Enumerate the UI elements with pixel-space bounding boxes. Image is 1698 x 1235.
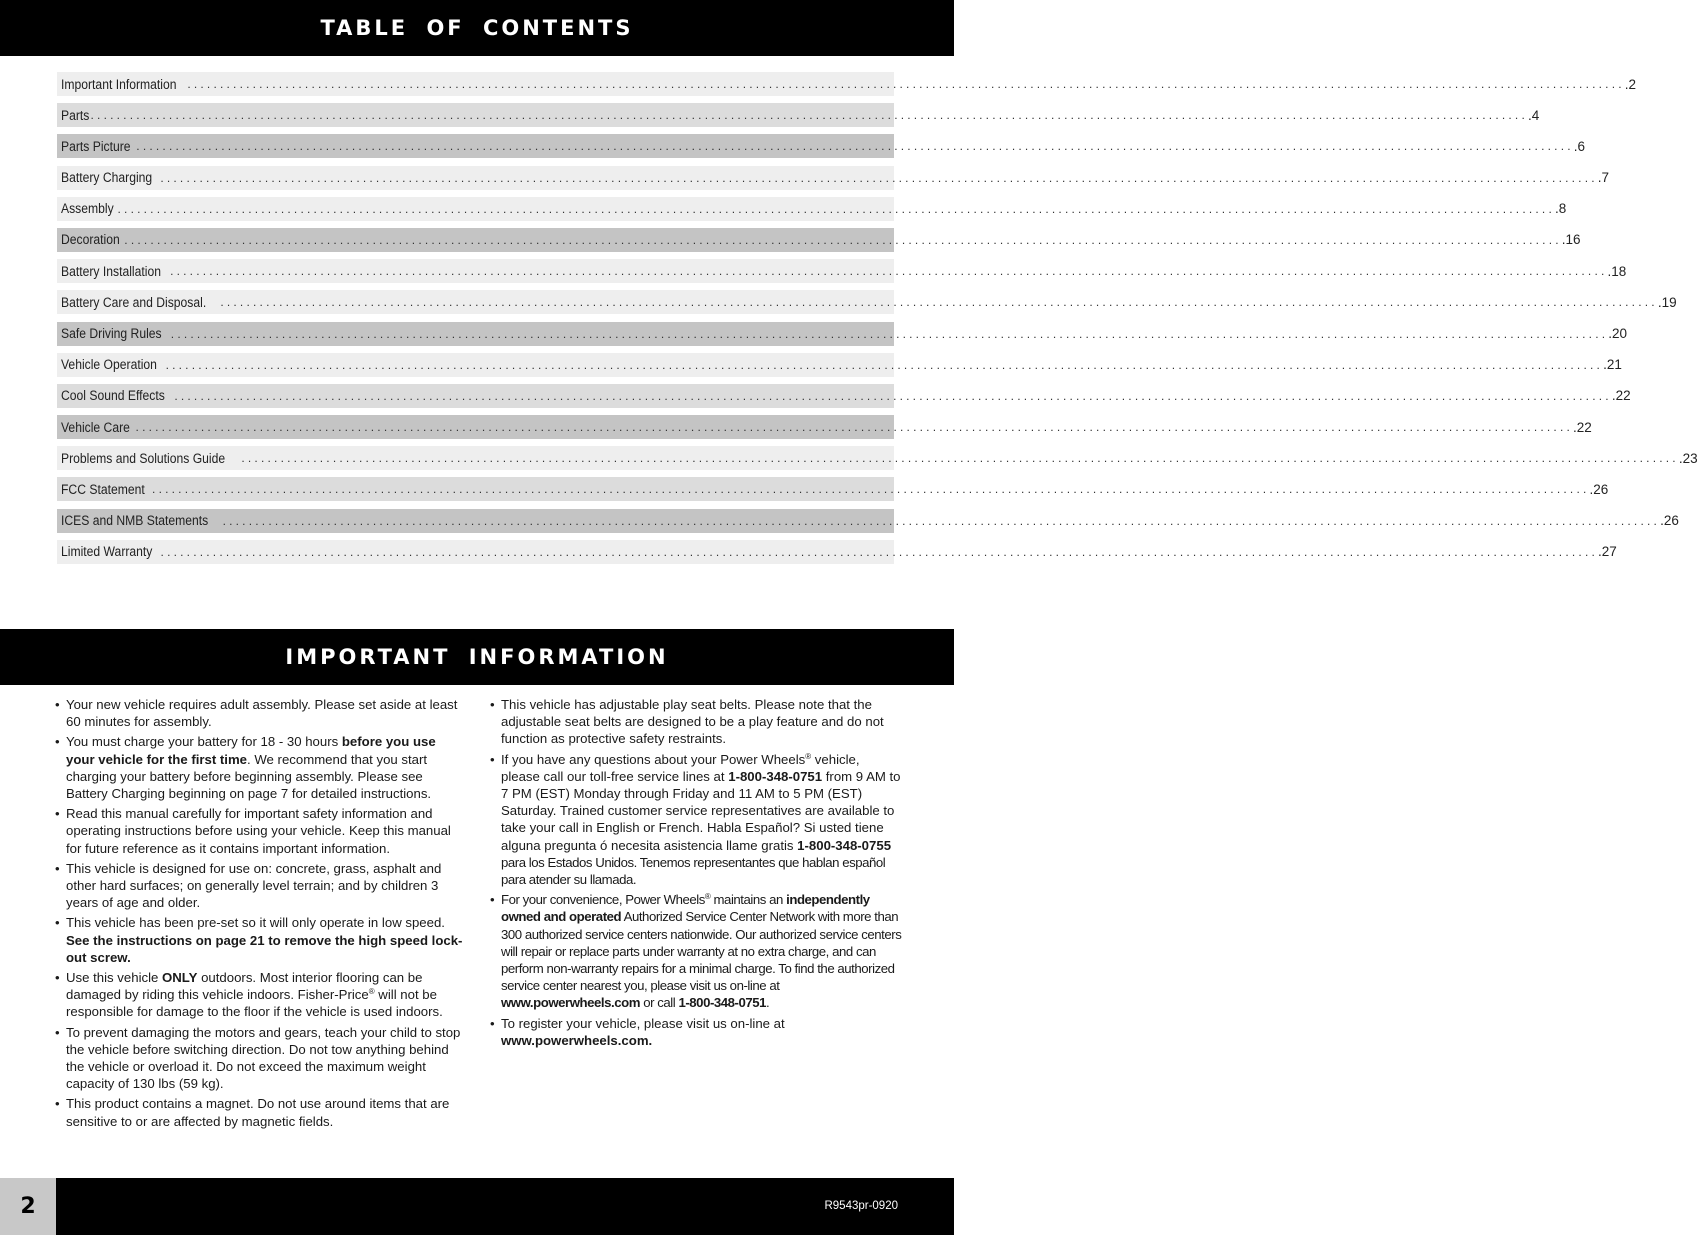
bullet-text: This vehicle is designed for use on: concrete, grass, asphalt and other hard surfaces; on generally level terrain; and by children 3 years of age and older.: [66, 860, 442, 911]
toc-entry[interactable]: [57, 290, 1677, 314]
toc-entry-page: .2: [1624, 76, 1637, 92]
toc-dot-leader: ............................................................................................................................................................................................................................: [152, 482, 1590, 497]
toc-entry-page: .16: [1561, 232, 1581, 248]
toc-entry-page: .26: [1589, 481, 1609, 497]
toc-entry-title: Battery Care and Disposal.: [61, 294, 207, 310]
info-bullet: [55, 1024, 467, 1093]
toc-dot-leader: ............................................................................................................................................................................................................................: [124, 232, 1562, 247]
registered-mark: ®: [805, 751, 812, 761]
toc-dot-leader: ............................................................................................................................................................................................................................: [187, 77, 1625, 91]
info-bullet: [490, 751, 902, 889]
toc-entry-title: ICES and NMB Statements: [61, 513, 209, 529]
bullet-text: .: [766, 995, 770, 1011]
toc-entry-page: .22: [1611, 388, 1631, 404]
toc-entry-page: .20: [1608, 326, 1628, 341]
toc-entry[interactable]: [57, 166, 1610, 190]
bullet-emphasis: before you use your vehicle for the first time: [66, 734, 436, 767]
toc-dot-leader: ............................................................................................................................................................................................................................: [222, 513, 1661, 528]
toc-entry-title: Battery Installation: [61, 263, 161, 279]
document-code: R9543pr-0920: [824, 1200, 898, 1212]
toc-dot-leader: ............................................................................................................................................................................................................................: [160, 544, 1599, 559]
bullet-text: Authorized Service Center Network with more than 300 authorized service centers nationwide. Our authorized service centers will repair or replace parts under warranty at no extra charge, and can perform non-warranty repairs for a minimal charge. To find the authorized service center nearest you, please visit us on-line at: [501, 909, 902, 994]
bullet-emphasis: independently owned and operated: [501, 892, 870, 925]
bullet-text: maintains an: [710, 892, 787, 908]
bullet-text: If you have any questions about your Power Wheels: [501, 751, 806, 767]
info-bullet: [490, 1015, 902, 1049]
toc-entry-page: .21: [1603, 357, 1622, 373]
info-bullet: [490, 696, 902, 748]
toc-entry[interactable]: [57, 446, 1698, 470]
info-bullet: [55, 969, 467, 1021]
bullet-text: For your convenience, Power Wheels: [501, 892, 705, 908]
info-bullet: [490, 891, 902, 1011]
footer-bar: [56, 1178, 954, 1235]
website-link[interactable]: www.powerwheels.com: [501, 995, 640, 1011]
toc-dot-leader: ............................................................................................................................................................................................................................: [136, 139, 1574, 154]
toc-entry-title: FCC Statement: [61, 481, 145, 497]
toc-entry[interactable]: [57, 384, 1631, 408]
toc-entry-title: Decoration: [61, 232, 120, 248]
toc-entry-title: Parts: [61, 107, 90, 123]
website-link[interactable]: www.powerwheels.com.: [501, 1032, 653, 1048]
info-bullet: [55, 733, 467, 802]
page-number: 2: [20, 1194, 36, 1219]
phone-number: 1-800-348-0755: [797, 837, 892, 853]
bullet-text: will not be responsible for damage to the floor if the vehicle is used indoors.: [66, 987, 443, 1020]
toc-dot-leader: ............................................................................................................................................................................................................................: [160, 170, 1598, 185]
toc-entry[interactable]: [57, 134, 1586, 158]
bullet-emphasis: See the instructions on page 21 to remove the high speed lock-out screw.: [66, 932, 463, 965]
toc-dot-leader: ............................................................................................................................................................................................................................: [135, 420, 1574, 435]
toc-entry-title: Battery Charging: [61, 170, 153, 186]
toc-entry[interactable]: [57, 540, 1617, 564]
toc-entry[interactable]: [57, 103, 1540, 127]
toc-entry-title: Cool Sound Effects: [61, 388, 165, 404]
toc-entry-title: Vehicle Operation: [61, 357, 157, 373]
toc-entry-title: Assembly: [61, 201, 114, 217]
important-info-right-column: [490, 696, 902, 1052]
info-bullet: [55, 914, 467, 966]
toc-entry-page: .7: [1597, 170, 1610, 186]
toc-dot-leader: ............................................................................................................................................................................................................................: [90, 108, 1528, 123]
info-bullet: [55, 860, 467, 912]
bullet-text: This vehicle has been pre-set so it will only operate in low speed.: [66, 915, 445, 931]
toc-entry-page: .26: [1660, 513, 1679, 529]
bullet-text: Use this vehicle: [66, 970, 163, 986]
bullet-text: Read this manual carefully for important safety information and operating instructions before using your vehicle. Keep this manual for future reference as it contains important information.: [66, 806, 451, 856]
toc-entry-page: .19: [1657, 294, 1677, 310]
bullet-text: You must charge your battery for 18 - 30 hours: [66, 734, 342, 750]
bullet-text: outdoors. Most interior flooring can be damaged by riding this vehicle indoors. Fisher-Price: [66, 970, 423, 1003]
toc-heading: TABLE OF CONTENTS: [320, 16, 634, 40]
bullet-text: para los Estados Unidos. Tenemos representantes que hablan español para atender su llamada.: [501, 854, 886, 888]
toc-entry[interactable]: [57, 415, 1592, 439]
important-info-heading: IMPORTANT INFORMATION: [285, 645, 669, 669]
toc-entry[interactable]: [57, 197, 1567, 221]
info-bullet: [55, 696, 467, 730]
toc-entry-page: .4: [1528, 107, 1540, 123]
toc-entry-page: .27: [1598, 544, 1617, 560]
bullet-text: or call: [640, 995, 679, 1011]
toc-entry[interactable]: [57, 72, 1637, 96]
bullet-text: Your new vehicle requires adult assembly. Please set aside at least 60 minutes for assembly.: [66, 697, 458, 730]
toc-entry[interactable]: [57, 322, 1628, 346]
bullet-text: To register your vehicle, please visit us on-line at: [501, 1015, 785, 1031]
info-bullet: [55, 1095, 467, 1129]
toc-entry-page: .8: [1555, 201, 1567, 217]
toc-entry-title: Important Information: [61, 76, 177, 92]
toc-entry-page: .18: [1607, 263, 1627, 279]
toc-entry[interactable]: [57, 353, 1622, 377]
registered-mark: ®: [704, 892, 711, 902]
phone-number: 1-800-348-0751: [728, 768, 823, 784]
bullet-text: This product contains a magnet. Do not use around items that are sensitive to or are affected by magnetic fields.: [66, 1096, 450, 1129]
toc-entry[interactable]: [57, 259, 1627, 283]
page-number-tab: [0, 1178, 56, 1235]
toc-dot-leader: ............................................................................................................................................................................................................................: [220, 295, 1658, 310]
toc-entry-title: Problems and Solutions Guide: [61, 450, 226, 466]
toc-banner: [0, 0, 954, 56]
bullet-text: To prevent damaging the motors and gears, teach your child to stop the vehicle before switching direction. Do not tow anything behind the vehicle or overload it. Do not exceed the maximum weight capacity of 130 lbs (59 kg).: [66, 1024, 461, 1092]
bullet-text: from 9 AM to 7 PM (EST) Monday through Friday and 11 AM to 5 PM (EST) Saturday. Trained customer service representatives are available to take your call in English or French. Habla Español? Si usted tiene alguna pregunta ó necesita asistencia llame gratis: [501, 768, 901, 853]
toc-entry-title: Vehicle Care: [61, 419, 130, 435]
bullet-text: vehicle, please call our toll-free service lines at: [501, 751, 860, 784]
toc-dot-leader: ............................................................................................................................................................................................................................: [165, 357, 1604, 372]
toc-entry-title: Limited Warranty: [61, 544, 153, 560]
toc-entry-title: Parts Picture: [61, 138, 131, 154]
important-info-banner: [0, 629, 954, 685]
registered-mark: ®: [368, 987, 375, 997]
toc-dot-leader: ............................................................................................................................................................................................................................: [170, 326, 1609, 341]
table-of-contents: [57, 72, 1698, 571]
toc-dot-leader: ............................................................................................................................................................................................................................: [241, 451, 1679, 466]
toc-dot-leader: ............................................................................................................................................................................................................................: [174, 388, 1612, 403]
toc-dot-leader: ............................................................................................................................................................................................................................: [117, 201, 1555, 216]
toc-entry-page: .6: [1573, 138, 1586, 154]
toc-entry[interactable]: [57, 477, 1609, 501]
toc-entry-page: .22: [1573, 419, 1592, 435]
toc-entry[interactable]: [57, 228, 1581, 252]
info-bullet: [55, 805, 467, 857]
phone-number: 1-800-348-0751: [678, 995, 767, 1011]
bullet-text: This vehicle has adjustable play seat belts. Please note that the adjustable seat belts are designed to be a play feature and do not function as protective safety restraints.: [501, 697, 884, 747]
bullet-text: . We recommend that you start charging your battery before beginning assembly. Please see Battery Charging beginning on page 7 for detailed instructions.: [66, 751, 432, 802]
important-info-left-column: [55, 696, 467, 1133]
toc-entry-page: .23: [1678, 450, 1698, 466]
toc-dot-leader: ............................................................................................................................................................................................................................: [170, 264, 1608, 279]
bullet-emphasis: ONLY: [162, 970, 198, 986]
toc-entry-title: Safe Driving Rules: [61, 326, 162, 341]
toc-entry[interactable]: [57, 509, 1679, 533]
